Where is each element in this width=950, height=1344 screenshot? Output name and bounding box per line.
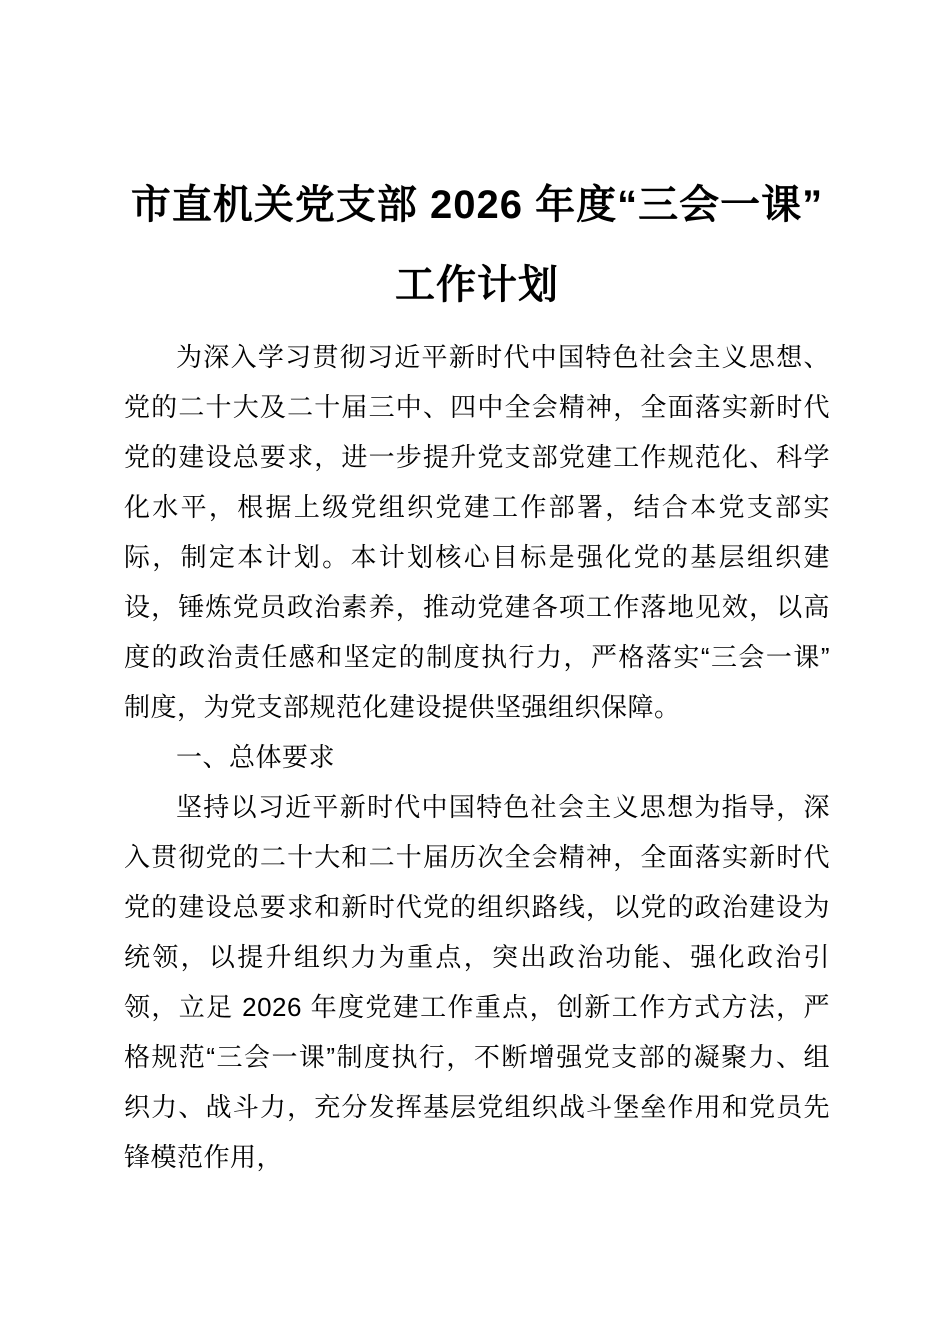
- body-paragraph-overall-requirements: 坚持以习近平新时代中国特色社会主义思想为指导，深入贯彻党的二十大和二十届历次全会精神，全面落实新时代党的建设总要求和新时代党的组织路线，以党的政治建设为统领，以提升组织力为重点，突出政治功能、强化政治引领，立足 2026 年度党建工作重点，创新工作方式方法，严格规范“三会一课”制度执行，不断增强党支部的凝聚力、组织力、战斗力，充分发挥基层党组织战斗堡垒作用和党员先锋模范作用，: [124, 792, 830, 1172]
- document-title: 市直机关党支部 2026 年度“三会一课”工作计划: [130, 183, 824, 307]
- body-paragraph-intro: 为深入学习贯彻习近平新时代中国特色社会主义思想、党的二十大及二十届三中、四中全会精神，全面落实新时代党的建设总要求，进一步提升党支部党建工作规范化、科学化水平，根据上级党组织党建工作部署，结合本党支部实际，制定本计划。本计划核心目标是强化党的基层组织建设，锤炼党员政治素养，推动党建各项工作落地见效，以高度的政治责任感和坚定的制度执行力，严格落实“三会一课”制度，为党支部规范化建设提供坚强组织保障。: [124, 342, 830, 722]
- section-heading-overall-requirements: 一、总体要求: [176, 742, 336, 772]
- document-content: [124, 0, 830, 1182]
